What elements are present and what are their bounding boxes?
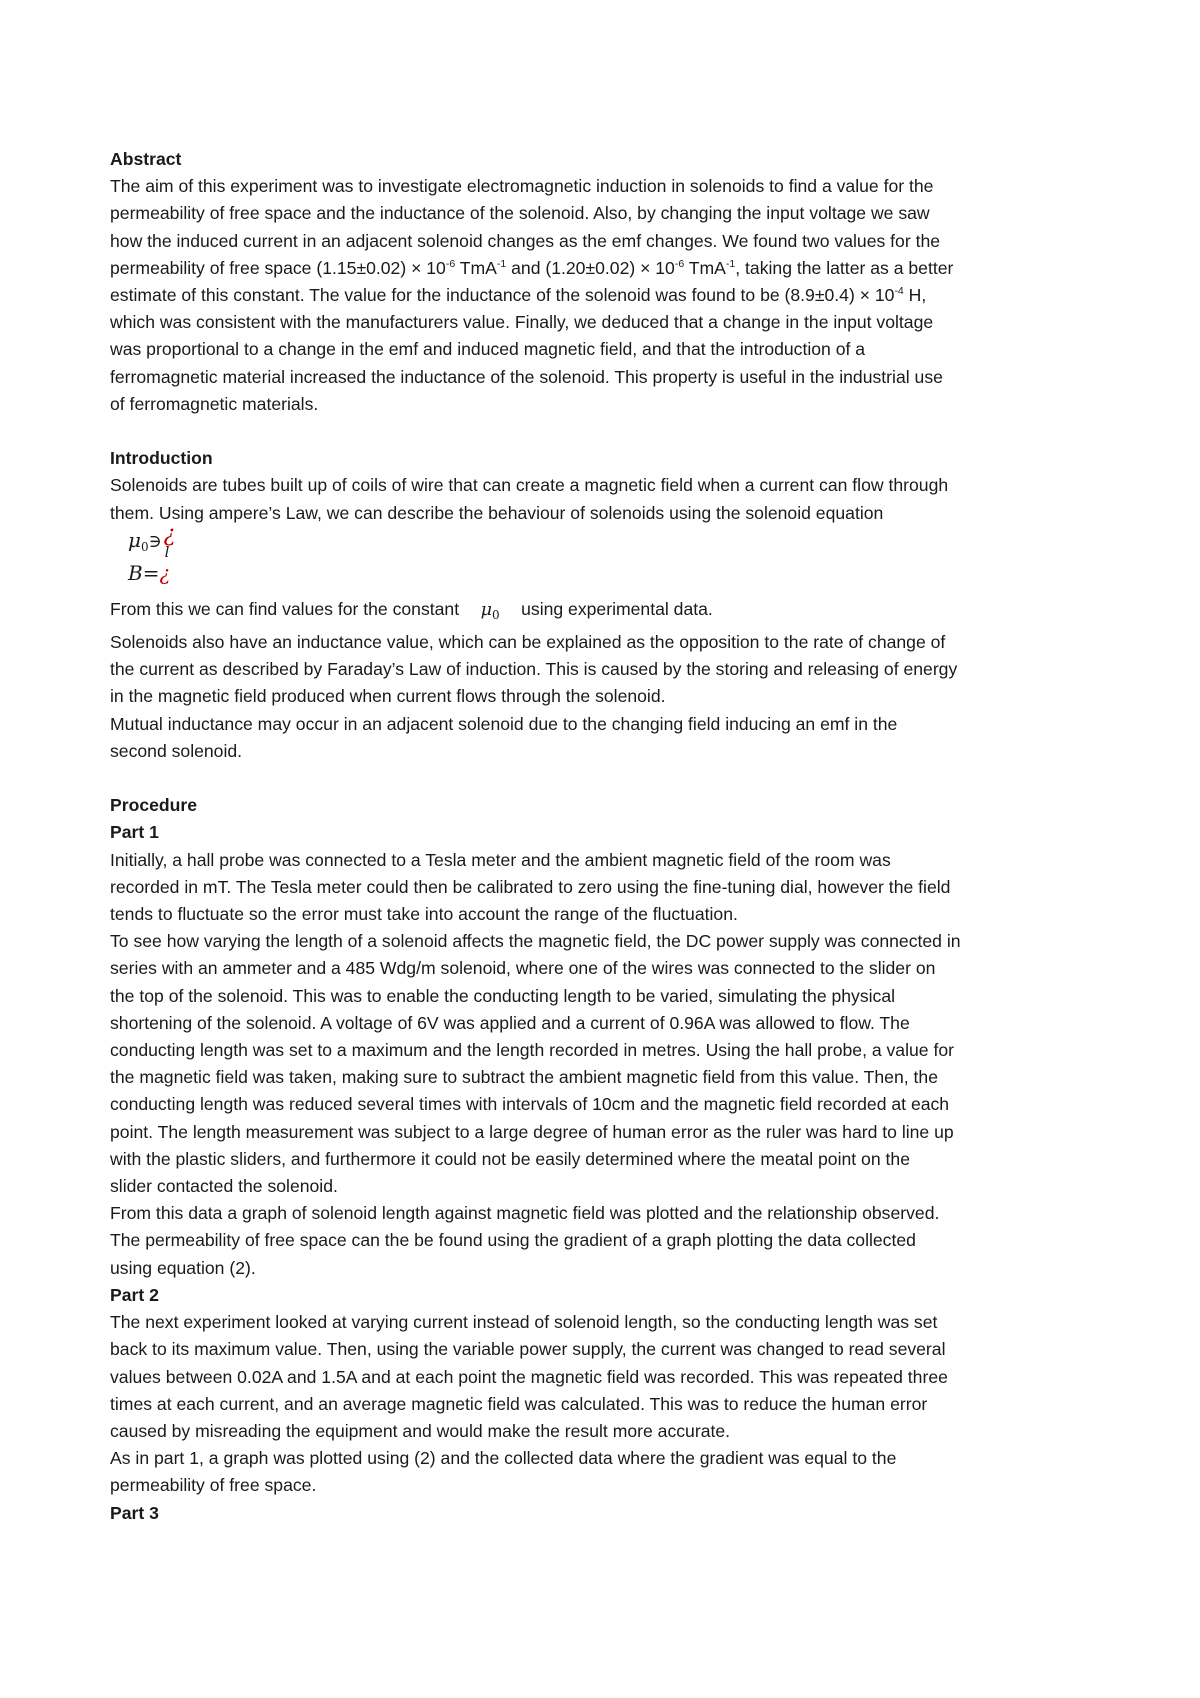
text-span: TmA xyxy=(455,257,497,278)
part3-heading: Part 3 xyxy=(110,1502,159,1523)
procedure-heading: Procedure xyxy=(110,795,198,816)
fraction-denominator: l xyxy=(164,542,170,561)
procedure-line: using equation (2). xyxy=(110,1257,256,1278)
eq-lhs: B xyxy=(128,560,143,585)
exponent: -6 xyxy=(445,257,456,270)
abstract-line: was proportional to a change in the emf and induced magnetic field, and that the introduction of a xyxy=(110,339,866,360)
procedure-line: tends to fluctuate so the error must take into account the range of the fluctuation. xyxy=(110,904,738,925)
procedure-line: times at each current, and an average magnetic field was calculated. This was to reduce the human error xyxy=(110,1393,928,1414)
exponent: -1 xyxy=(725,257,736,270)
procedure-line: shortening of the solenoid. A voltage of 6V was applied and a current of 0.96A was allowed to flow. The xyxy=(110,1012,910,1033)
abstract-line: which was consistent with the manufacturers value. Finally, we deduced that a change in the input voltage xyxy=(110,312,934,333)
procedure-line: with the plastic sliders, and furthermore it could not be easily determined where the meatal point on the xyxy=(110,1148,910,1169)
paragraph-gap xyxy=(110,418,1100,445)
introduction-line: them. Using ampere’s Law, we can describe the behaviour of solenoids using the solenoid equation xyxy=(110,502,884,523)
procedure-line: conducting length was set to a maximum and the length recorded in metres. Using the hall probe, a value for xyxy=(110,1040,954,1061)
procedure-line: permeability of free space. xyxy=(110,1475,317,1496)
eq-rhs: ¿ xyxy=(159,560,171,585)
procedure-line: The permeability of free space can the be found using the gradient of a graph plotting the data collected xyxy=(110,1230,916,1251)
solenoid-equation-2 xyxy=(110,554,1100,596)
contains-symbol: ∋ xyxy=(148,531,162,552)
solenoid-equation-1 xyxy=(110,521,1100,561)
procedure-line: caused by misreading the equipment and would make the result more accurate. xyxy=(110,1420,731,1441)
text-span: and (1.20±0.02) × 10 xyxy=(506,257,675,278)
procedure-line: The next experiment looked at varying current instead of solenoid length, so the conducting length was set xyxy=(110,1312,938,1333)
text-span: permeability of free space (1.15±0.02) × 10 xyxy=(110,257,446,278)
introduction-heading: Introduction xyxy=(110,448,213,469)
procedure-line: the top of the solenoid. This was to enable the conducting length to be varied, simulating the physical xyxy=(110,985,896,1006)
procedure-line: From this data a graph of solenoid length against magnetic field was plotted and the relationship observed. xyxy=(110,1203,940,1224)
abstract-line: of ferromagnetic materials. xyxy=(110,393,319,414)
mu-subscript: 0 xyxy=(492,607,500,622)
document-page xyxy=(110,146,1100,1527)
abstract-line: permeability of free space and the inductance of the solenoid. Also, by changing the input voltage we saw xyxy=(110,203,930,224)
exponent: -6 xyxy=(674,257,685,270)
exponent: -4 xyxy=(894,285,904,298)
fraction xyxy=(162,521,184,561)
abstract-line: ferromagnetic material increased the inductance of the solenoid. This property is useful in the industrial use xyxy=(110,366,943,387)
text-span: TmA xyxy=(684,257,726,278)
procedure-line: values between 0.02A and 1.5A and at each point the magnetic field was recorded. This was repeated three xyxy=(110,1366,948,1387)
procedure-line: the magnetic field was taken, making sure to subtract the ambient magnetic field from this value. Then, the xyxy=(110,1067,938,1088)
procedure-line: conducting length was reduced several times with intervals of 10cm and the magnetic field recorded at each xyxy=(110,1094,950,1115)
mu-subscript: 0 xyxy=(141,539,149,554)
text-span: , taking the latter as a better xyxy=(735,257,954,278)
introduction-line: the current as described by Faraday’s Law of induction. This is caused by the storing and releasing of energy xyxy=(110,659,958,680)
abstract-line xyxy=(110,282,1100,309)
part1-heading: Part 1 xyxy=(110,822,159,843)
part2-heading: Part 2 xyxy=(110,1284,159,1305)
procedure-line: back to its maximum value. Then, using the variable power supply, the current was changed to read several xyxy=(110,1339,946,1360)
procedure-line: recorded in mT. The Tesla meter could then be calibrated to zero using the fine-tuning dial, however the field xyxy=(110,876,951,897)
procedure-line: Initially, a hall probe was connected to a Tesla meter and the ambient magnetic field of the room was xyxy=(110,849,891,870)
mu-symbol: μ xyxy=(128,527,141,552)
introduction-line: Mutual inductance may occur in an adjacent solenoid due to the changing field inducing an emf in the xyxy=(110,713,898,734)
abstract-line: The aim of this experiment was to investigate electromagnetic induction in solenoids to find a value for the xyxy=(110,176,934,197)
text-span: estimate of this constant. The value for the inductance of the solenoid was found to be (8.9±0.4) × 10 xyxy=(110,285,895,306)
introduction-line: Solenoids also have an inductance value, which can be explained as the opposition to the rate of change of xyxy=(110,632,946,653)
introduction-line: Solenoids are tubes built up of coils of wire that can create a magnetic field when a current can flow through xyxy=(110,475,949,496)
paragraph-gap xyxy=(110,765,1100,792)
mu-symbol: μ xyxy=(480,599,492,620)
fraction-numerator: ¿ xyxy=(163,521,176,547)
inline-mu-symbol xyxy=(459,597,521,629)
procedure-line: series with an ammeter and a 485 Wdg/m solenoid, where one of the wires was connected to the slider on xyxy=(110,958,936,979)
text-span: using experimental data. xyxy=(521,598,713,619)
procedure-line: slider contacted the solenoid. xyxy=(110,1176,338,1197)
introduction-line: second solenoid. xyxy=(110,740,243,761)
text-span: From this we can find values for the constant xyxy=(110,598,460,619)
text-span: H, xyxy=(903,285,927,306)
procedure-line: point. The length measurement was subject to a large degree of human error as the ruler was hard to line up xyxy=(110,1121,954,1142)
procedure-line: As in part 1, a graph was plotted using (2) and the collected data where the gradient was equal to the xyxy=(110,1448,897,1469)
exponent: -1 xyxy=(496,257,507,270)
introduction-line xyxy=(110,596,1100,629)
introduction-line: in the magnetic field produced when current flows through the solenoid. xyxy=(110,686,666,707)
eq-sign: = xyxy=(142,560,160,585)
abstract-heading: Abstract xyxy=(110,149,182,169)
abstract-line: how the induced current in an adjacent solenoid changes as the emf changes. We found two values for the xyxy=(110,230,941,251)
abstract-line xyxy=(110,255,1100,282)
procedure-line: To see how varying the length of a solenoid affects the magnetic field, the DC power supply was connected in xyxy=(110,931,961,952)
